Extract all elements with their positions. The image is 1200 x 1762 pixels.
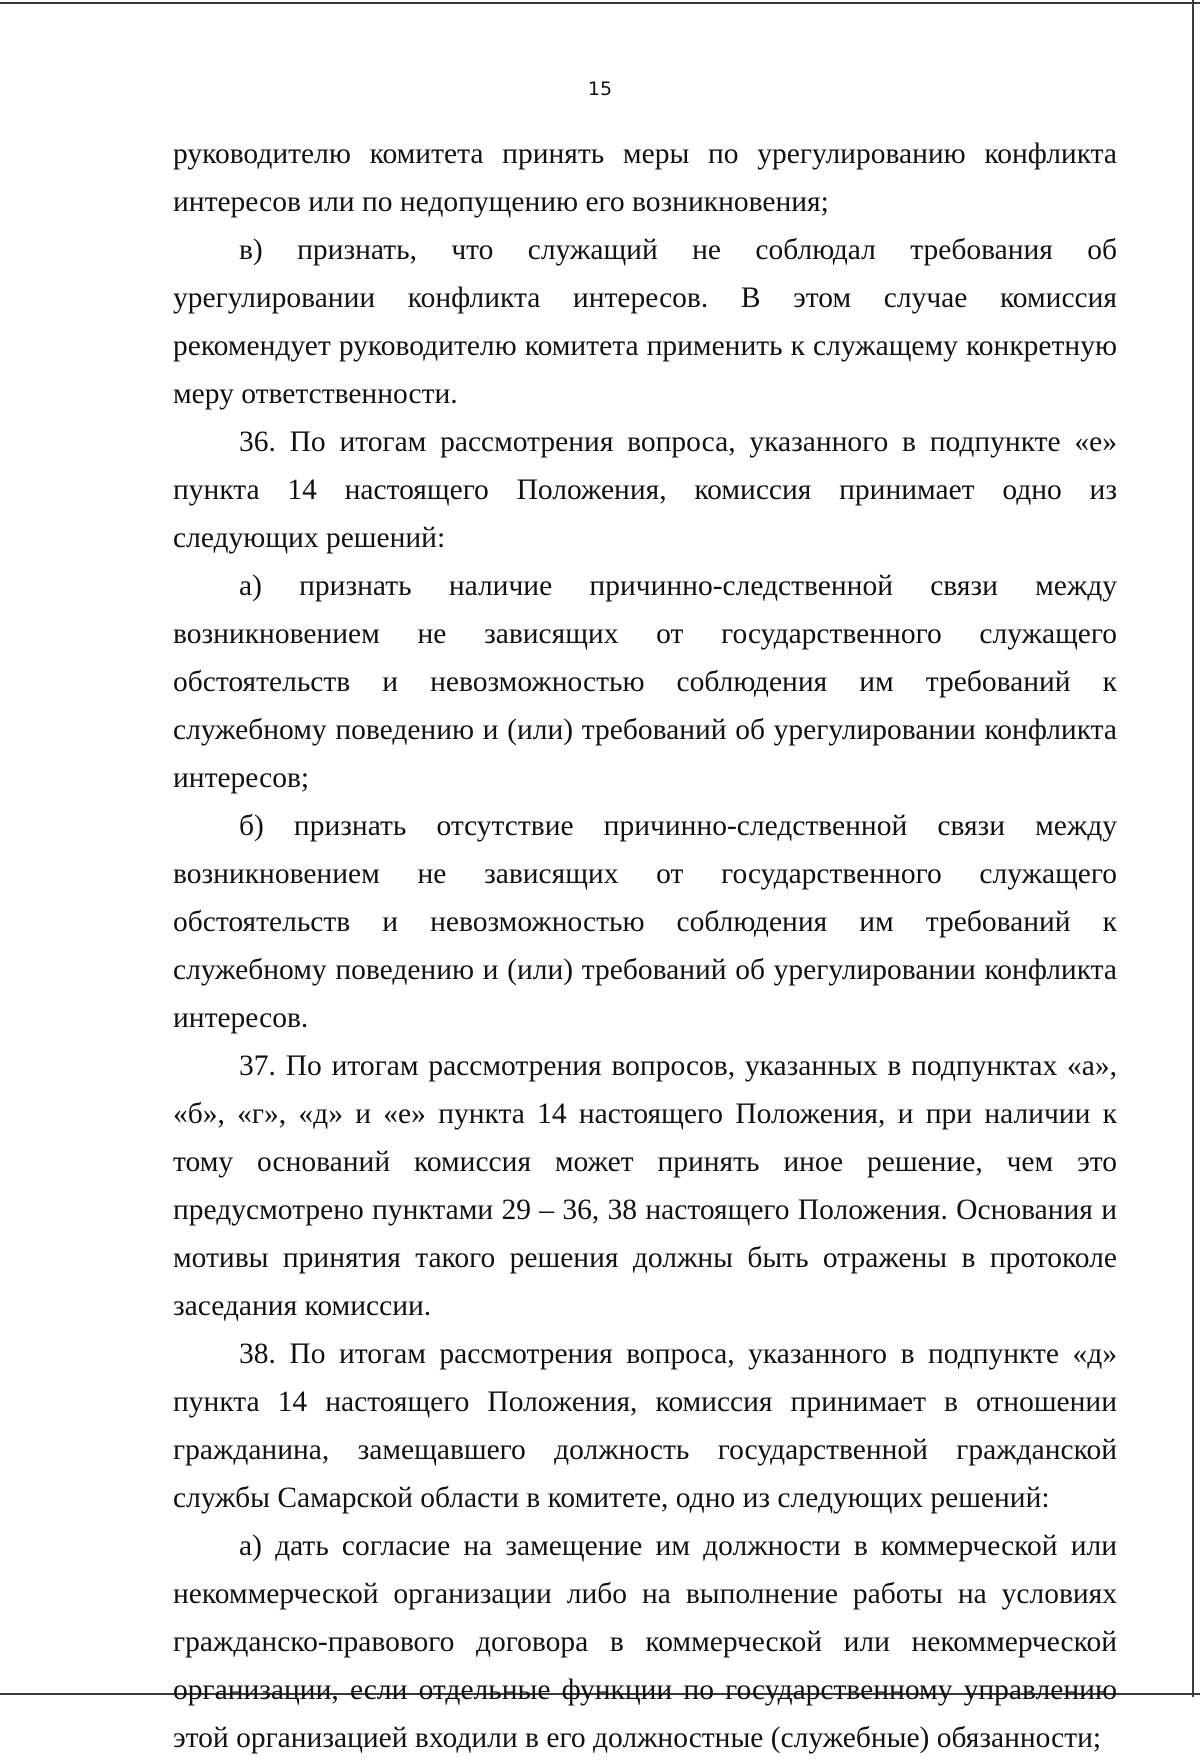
paragraph-38: 38. По итогам рассмотрения вопроса, указанного в подпункте «д» пункта 14 настоящего Положения, комиссия принимает в отношении гражданина, замещавшего должность государственной гражданской службы Самарской области в комитете, одно из следующих решений: [173, 1338, 1117, 1514]
scan-edge-top [0, 2, 1200, 4]
document-body [173, 130, 1117, 1762]
scan-edge-right [1192, 0, 1194, 1697]
paragraph-37: 37. По итогам рассмотрения вопросов, указанных в подпунктах «а», «б», «г», «д» и «е» пункта 14 настоящего Положения, и при наличии к тому оснований комиссия может принять иное решение, чем это предусмотрено пунктами 29 – 36, 38 настоящего Положения. Основания и мотивы принятия такого решения должны быть отражены в протоколе заседания комиссии. [173, 1050, 1117, 1322]
paragraph-continuation: руководителю комитета принять меры по урегулированию конфликта интересов или по недопущению его возникновения; [173, 138, 1117, 218]
paragraph-36-item-b: б) признать отсутствие причинно-следственной связи между возникновением не зависящих от государственного служащего обстоятельств и невозможностью соблюдения им требований к служебному поведению и (или) требований об урегулировании конфликта интересов. [173, 810, 1117, 1034]
paragraph-36: 36. По итогам рассмотрения вопроса, указанного в подпункте «е» пункта 14 настоящего Положения, комиссия принимает одно из следующих решений: [173, 426, 1117, 554]
paragraph-36-item-a: а) признать наличие причинно-следственной связи между возникновением не зависящих от государственного служащего обстоятельств и невозможностью соблюдения им требований к служебному поведению и (или) требований об урегулировании конфликта интересов; [173, 570, 1117, 794]
paragraph-item-v: в) признать, что служащий не соблюдал требования об урегулировании конфликта интересов. В этом случае комиссия рекомендует руководителю комитета применить к служащему конкретную меру ответственности. [173, 234, 1117, 410]
paragraph-38-item-a: а) дать согласие на замещение им должности в коммерческой или некоммерческой организации либо на выполнение работы на условиях гражданско-правового договора в коммерческой или некоммерческой организации, если отдельные функции по государственному управлению этой организацией входили в его должностные (служебные) обязанности; [173, 1530, 1117, 1754]
page-number: 15 [587, 78, 613, 100]
